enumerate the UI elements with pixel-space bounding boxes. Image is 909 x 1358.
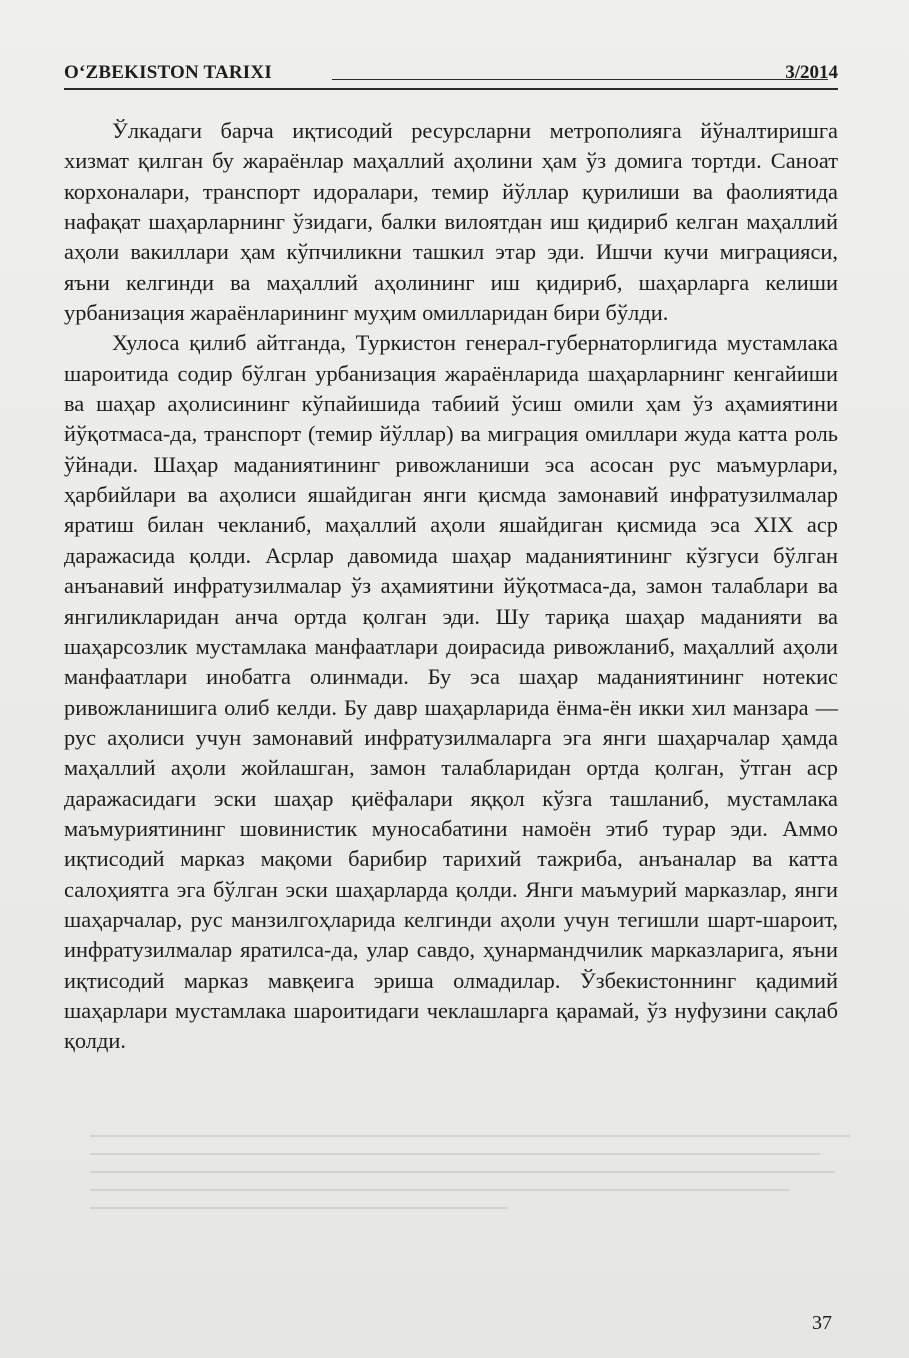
paragraph-1: Ўлкадаги барча иқтисодий ресурсларни метрополияга йўналтиришга хизмат қилган бу жараёнлар маҳаллий аҳолини ҳам ўз домига тортди. Саноат корхоналари, транспорт идоралари, темир йўллар қурилиши ва фаолиятида нафақат шаҳарларнинг ўзидаги, балки вилоятдан иш қидириб келган маҳаллий аҳоли вакиллари ҳам кўпчиликни ташкил этар эди. Ишчи кучи миграцияси, яъни келгинди ва маҳаллий аҳолининг иш қидириб, шаҳарларга келиши урбанизация жараёнларининг муҳим омилларидан бири бўлди. bbox=[64, 118, 838, 326]
journal-title: O‘ZBEKISTON TARIXI bbox=[64, 62, 272, 83]
running-header bbox=[64, 62, 838, 92]
header-underline bbox=[332, 79, 828, 80]
show-through-text bbox=[90, 1135, 850, 1255]
issue-number: 3/2014 bbox=[785, 62, 838, 83]
paragraph-2: Хулоса қилиб айтганда, Туркистон генерал-губернаторлигида мустамлака шароитида содир бўлган урбанизация жараёнларида шаҳарларнинг кенгайиши ва шаҳар аҳолисининг кўпайишида табиий ўсиш омили ҳам ўз аҳамиятини йўқотмаса-да, транспорт (темир йўллар) ва миграция омиллари жуда катта роль ўйнади. Шаҳар маданиятининг ривожланиши эса асосан рус маъмурлари, ҳарбийлари ва аҳолиси яшайдиган янги қисмда замонавий инфратузилмалар яратиш билан чекланиб, маҳаллий аҳоли яшайдиган қисмида эса XIX аср даражасида қолди. Асрлар давомида шаҳар маданиятининг кўзгуси бўлган анъанавий инфратузилмалар ўз аҳамиятини йўқотмаса-да, замон талаблари ва янгиликларидан анча ортда қолган эди. Шу тариқа шаҳар маданияти ва шаҳарсозлик мустамлака манфаатлари доирасида ривожланиб, маҳаллий аҳоли манфаатлари инобатга олинмади. Бу эса шаҳар маданиятининг нотекис ривожланишига олиб келди. Бу давр шаҳарларида ёнма-ён икки хил манзара — рус аҳолиси учун замонавий инфратузилмаларга эга янги шаҳарчалар ҳамда маҳаллий аҳоли жойлашган, замон талабларидан ортда қолган, ўтган аср даражасидаги эски шаҳар қиёфалари яққол кўзга ташланиб, мустамлака маъмуриятининг шовинистик муносабатини намоён этиб турар эди. Аммо иқтисодий марказ мақоми барибир тарихий тажриба, анъаналар ва катта салоҳиятга эга бўлган эски шаҳарларда қолди. Янги маъмурий марказлар, янги шаҳарчалар, рус манзилгоҳларида келгинди аҳоли учун тегишли шарт-шароит, инфратузилмалар яратилса-да, улар савдо, ҳунармандчилик марказларига, яъни иқтисодий марказ мавқеига эриша олмадилар. Ўзбекистоннинг қадимий шаҳарлари мустамлака шароитидаги чеклашларга қарамай, ўз нуфузини сақлаб қолди. bbox=[64, 330, 838, 1054]
header-rule bbox=[64, 88, 838, 90]
page-number: 37 bbox=[812, 1312, 832, 1334]
article-body bbox=[64, 116, 838, 1057]
